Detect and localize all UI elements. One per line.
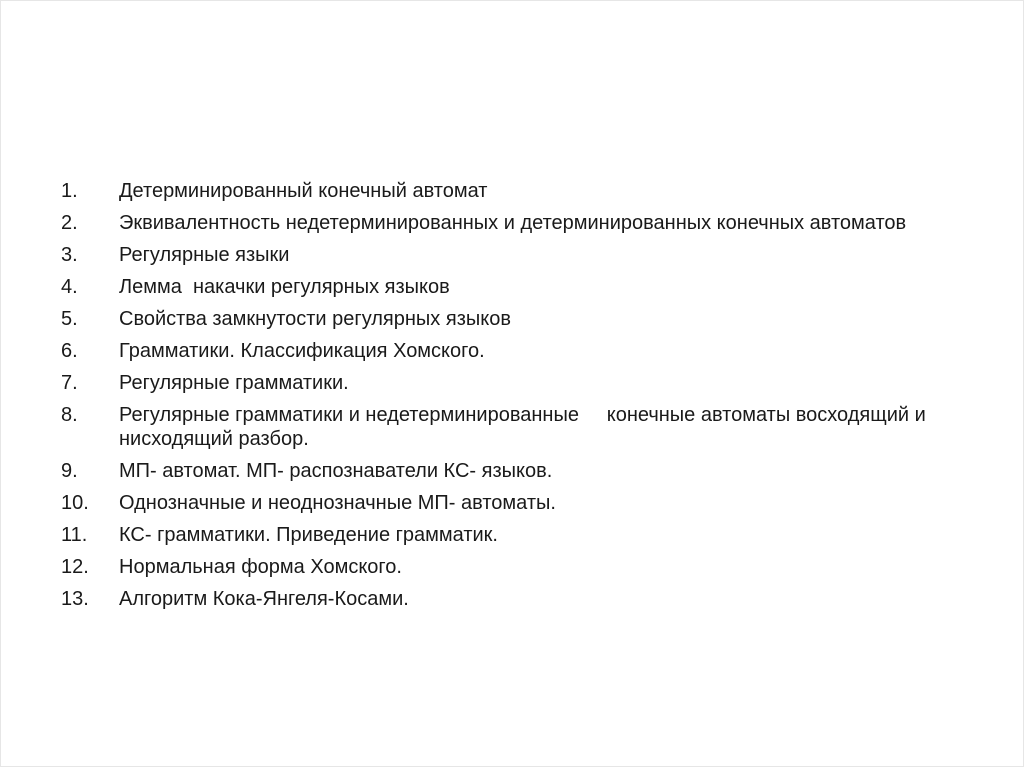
item-text: Алгоритм Кока-Янгеля-Косами. xyxy=(119,588,409,610)
item-number: 1. xyxy=(61,180,78,202)
list-item xyxy=(61,587,961,611)
item-text: КС- грамматики. Приведение грамматик. xyxy=(119,524,498,546)
item-number: 13. xyxy=(61,588,89,610)
item-number: 8. xyxy=(61,404,78,426)
item-text: Детерминированный конечный автомат xyxy=(119,180,488,202)
item-number: 10. xyxy=(61,492,89,514)
list-item xyxy=(61,371,961,395)
list-item xyxy=(61,275,961,299)
item-number: 12. xyxy=(61,556,89,578)
item-text: Лемма накачки регулярных языков xyxy=(119,276,450,298)
list-item xyxy=(61,211,961,235)
item-number: 11. xyxy=(61,524,88,546)
item-number: 3. xyxy=(61,244,78,266)
item-number: 6. xyxy=(61,340,78,362)
item-text: Свойства замкнутости регулярных языков xyxy=(119,308,511,330)
list-item xyxy=(61,459,961,483)
list-item xyxy=(61,243,961,267)
item-text: Регулярные грамматики и недетерминированные конечные автоматы восходящий и нисходящий разбор. xyxy=(119,404,932,450)
item-text: Регулярные языки xyxy=(119,244,290,266)
item-text: Однозначные и неоднозначные МП- автоматы. xyxy=(119,492,556,514)
item-text: Эквивалентность недетерминированных и детерминированных конечных автоматов xyxy=(119,212,907,234)
list-item xyxy=(61,403,961,451)
item-text: Регулярные грамматики. xyxy=(119,372,349,394)
list-item xyxy=(61,179,961,203)
item-text: МП- автомат. МП- распознаватели КС- языков. xyxy=(119,460,553,482)
list-item xyxy=(61,523,961,547)
topic-list xyxy=(61,179,961,619)
item-number: 2. xyxy=(61,212,78,234)
list-item xyxy=(61,555,961,579)
item-number: 7. xyxy=(61,372,78,394)
list-item xyxy=(61,339,961,363)
item-text: Нормальная форма Хомского. xyxy=(119,556,402,578)
item-number: 4. xyxy=(61,276,78,298)
item-number: 5. xyxy=(61,308,78,330)
list-item xyxy=(61,491,961,515)
list-item xyxy=(61,307,961,331)
item-text: Грамматики. Классификация Хомского. xyxy=(119,340,485,362)
item-number: 9. xyxy=(61,460,78,482)
